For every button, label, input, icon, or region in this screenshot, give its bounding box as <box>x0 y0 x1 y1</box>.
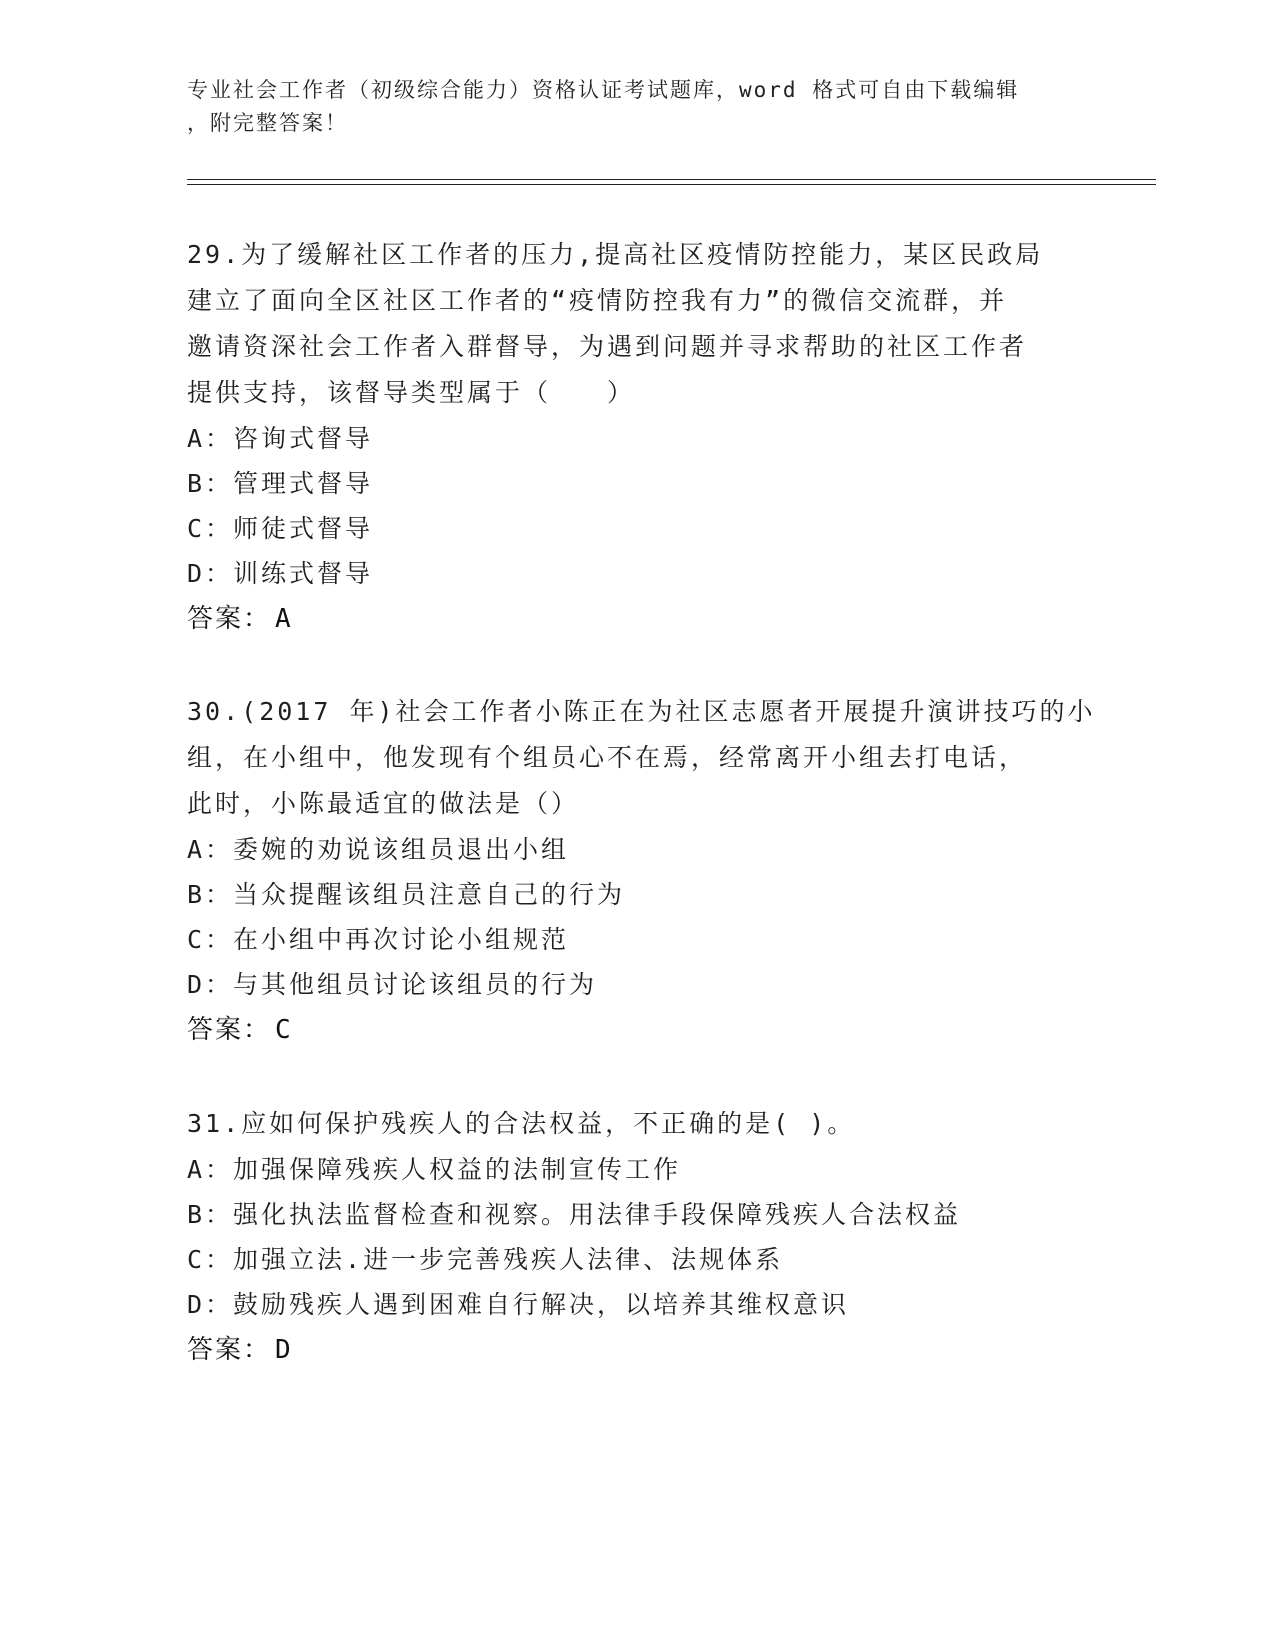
question-text-line: 邀请资深社会工作者入群督导，为遇到问题并寻求帮助的社区工作者 <box>187 332 1028 361</box>
option-b: B：管理式督导 <box>187 469 374 498</box>
answer-label: 答案： <box>187 604 272 634</box>
answer-value: C <box>275 1015 293 1045</box>
answer-line <box>187 596 1087 642</box>
question-text-line: 30.(2017 年)社会工作者小陈正在为社区志愿者开展提升演讲技巧的小 <box>187 697 1096 726</box>
header-line-1: 专业社会工作者（初级综合能力）资格认证考试题库，word 格式可自由下载编辑 <box>187 78 1020 102</box>
option-a: A：加强保障残疾人权益的法制宣传工作 <box>187 1155 682 1184</box>
question-31 <box>187 1101 1087 1373</box>
question-29 <box>187 232 1087 642</box>
answer-label: 答案： <box>187 1335 272 1365</box>
option-c: C：加强立法.进一步完善残疾人法律、法规体系 <box>187 1245 784 1274</box>
question-30 <box>187 689 1096 1053</box>
answer-value: D <box>275 1335 293 1365</box>
question-text-line: 31.应如何保护残疾人的合法权益，不正确的是( )。 <box>187 1109 856 1138</box>
option-d: D：训练式督导 <box>187 559 374 588</box>
answer-line <box>187 1327 1087 1373</box>
option-a: A：委婉的劝说该组员退出小组 <box>187 835 570 864</box>
option-a: A：咨询式督导 <box>187 424 374 453</box>
question-text-line: 此时，小陈最适宜的做法是（） <box>187 789 580 818</box>
question-text-line: 组，在小组中，他发现有个组员心不在焉，经常离开小组去打电话， <box>187 743 1028 772</box>
question-text-line: 29.为了缓解社区工作者的压力,提高社区疫情防控能力，某区民政局 <box>187 240 1044 269</box>
answer-value: A <box>275 604 293 634</box>
question-text-line: 建立了面向全区社区工作者的“疫情防控我有力”的微信交流群，并 <box>187 286 1008 315</box>
option-b: B：强化执法监督检查和视察。用法律手段保障残疾人合法权益 <box>187 1200 962 1229</box>
document-header <box>187 74 1077 140</box>
option-c: C：在小组中再次讨论小组规范 <box>187 925 570 954</box>
option-d: D：与其他组员讨论该组员的行为 <box>187 970 598 999</box>
option-c: C：师徒式督导 <box>187 514 374 543</box>
answer-line <box>187 1007 1087 1053</box>
header-divider-bottom <box>187 184 1156 185</box>
answer-label: 答案： <box>187 1015 272 1045</box>
option-d: D：鼓励残疾人遇到困难自行解决，以培养其维权意识 <box>187 1290 850 1319</box>
header-line-2: ，附完整答案！ <box>187 111 348 135</box>
option-b: B：当众提醒该组员注意自己的行为 <box>187 880 626 909</box>
header-divider-top <box>187 179 1156 180</box>
question-text-line: 提供支持，该督导类型属于（ ） <box>187 378 636 407</box>
